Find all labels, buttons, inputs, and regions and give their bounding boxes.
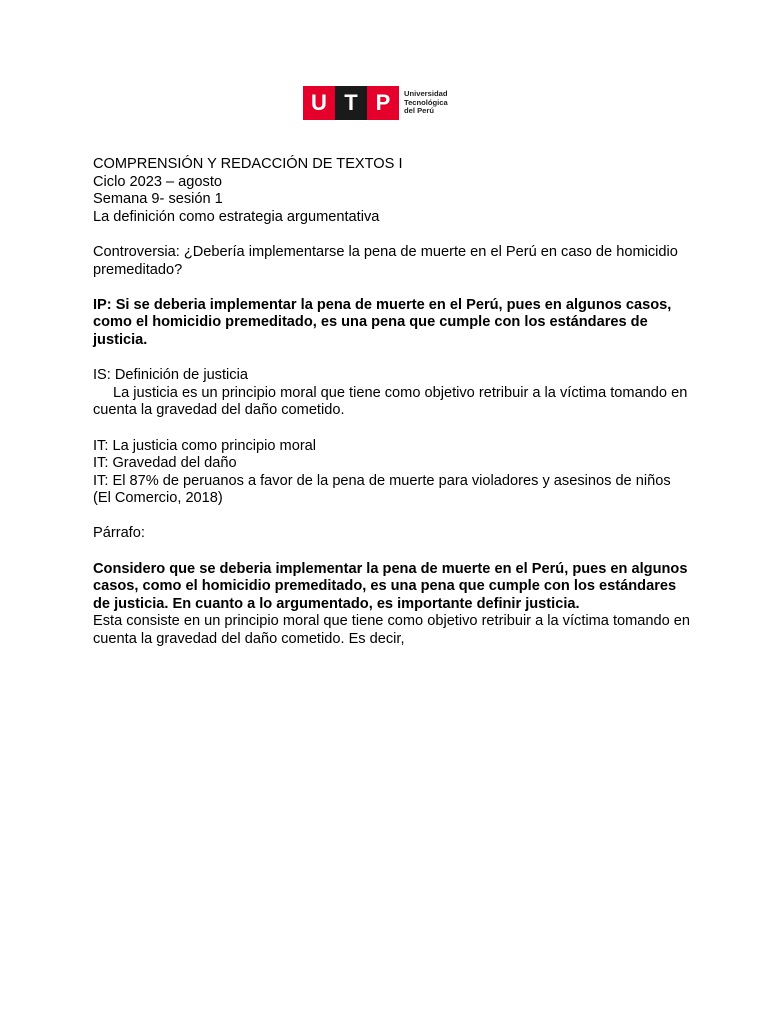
paragraph-line: Esta consiste en un principio moral que tiene como objetivo retribuir a la víctima tomando en [93, 613, 691, 630]
controversy-line: premeditado? [93, 261, 183, 278]
paragraph-bold-line: Considero que se deberia implementar la pena de muerte en el Perú, pues en algunos [93, 560, 688, 577]
paragraph-label: Párrafo: [93, 525, 145, 542]
is-definition-line: cuenta la gravedad del daño cometido. [93, 402, 345, 419]
cycle-line: Ciclo 2023 – agosto [93, 173, 222, 190]
logo-letter-u: U [303, 86, 335, 120]
is-title: IS: Definición de justicia [93, 367, 248, 384]
it-item: IT: El 87% de peruanos a favor de la pena de muerte para violadores y asesinos de niños [93, 472, 671, 489]
logo-letter-p: P [367, 86, 399, 120]
ip-line: como el homicidio premeditado, es una pena que cumple con los estándares de [93, 314, 648, 331]
logo-wordmark [404, 90, 448, 115]
paragraph-bold-line: de justicia. En cuanto a lo argumentado, es importante definir justicia. [93, 595, 580, 612]
it-item: IT: Gravedad del daño [93, 455, 237, 472]
logo-text-line: Tecnológica [404, 97, 448, 107]
logo-letter-t: T [335, 86, 367, 120]
ip-line: IP: Si se deberia implementar la pena de muerte en el Perú, pues en algunos casos, [93, 296, 672, 313]
course-title: COMPRENSIÓN Y REDACCIÓN DE TEXTOS I [93, 156, 403, 172]
topic-line: La definición como estrategia argumentativa [93, 208, 380, 225]
ip-line: justicia. [93, 331, 148, 348]
it-item-citation: (El Comercio, 2018) [93, 490, 223, 507]
logo-text-line: del Perú [404, 106, 434, 116]
is-definition-line: La justicia es un principio moral que tiene como objetivo retribuir a la víctima tomando en [113, 384, 688, 401]
logo-text-line: Universidad [404, 89, 448, 99]
utp-logo [303, 86, 448, 120]
controversy-line: Controversia: ¿Debería implementarse la pena de muerte en el Perú en caso de homicidio [93, 243, 678, 260]
paragraph-line: cuenta la gravedad del daño cometido. Es decir, [93, 631, 405, 648]
week-line: Semana 9- sesión 1 [93, 191, 223, 208]
paragraph-bold-line: casos, como el homicidio premeditado, es una pena que cumple con los estándares [93, 578, 677, 595]
document-body [93, 156, 693, 649]
it-item: IT: La justicia como principio moral [93, 437, 317, 454]
